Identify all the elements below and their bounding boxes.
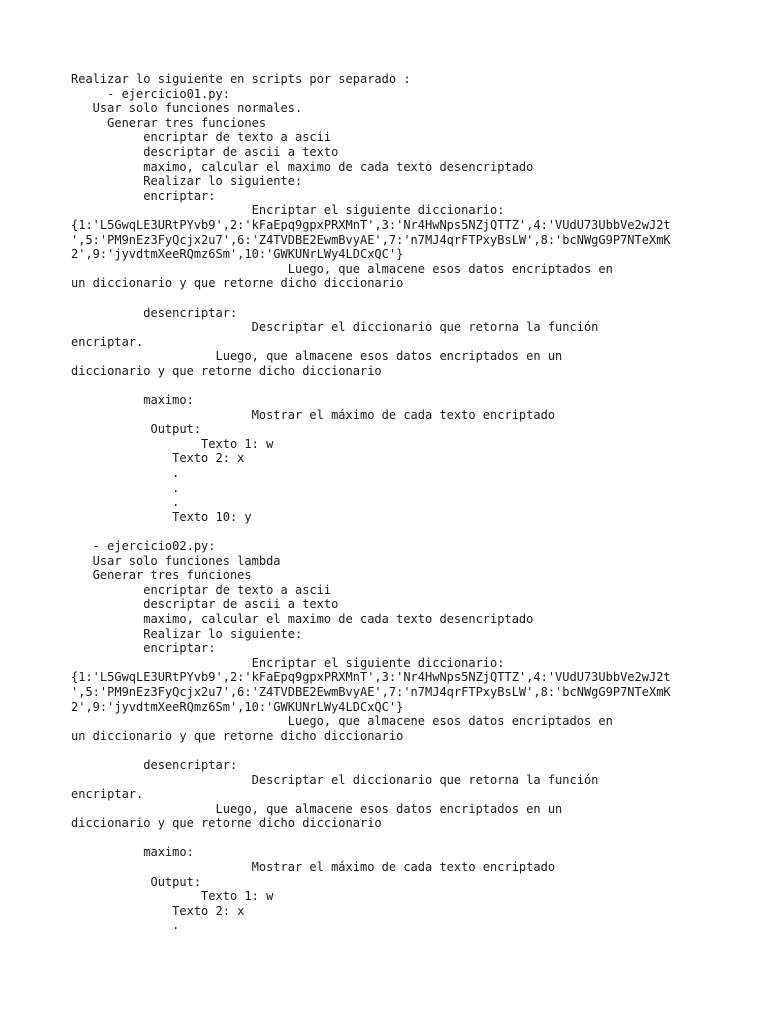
text-line: ',5:'PM9nEz3FyQcjx2u7',6:'Z4TVDBE2EwmBvyAE',7:'n7MJ4qrFTPxyBsLW',8:'bcNWgG9P7NTeXmK [71, 232, 671, 247]
text-line: . [71, 918, 180, 933]
text-line: Mostrar el máximo de cada texto encriptado [71, 407, 556, 422]
text-line: {1:'L5GwqLE3URtPYvb9',2:'kFaEpq9gpxPRXMnT',3:'Nr4HwNps5NZjQTTZ',4:'VUdU73UbbVe2wJ2t [71, 217, 671, 232]
text-line: encriptar: [71, 188, 216, 203]
text-line: Texto 1: w [71, 889, 274, 904]
text-line: Realizar lo siguiente en scripts por separado : [71, 72, 411, 86]
text-line: Texto 10: y [71, 509, 252, 524]
text-line: Generar tres funciones [71, 115, 267, 130]
text-line: Realizar lo siguiente: [71, 626, 303, 641]
text-line: un diccionario y que retorne dicho diccionario [71, 276, 404, 291]
text-line: Usar solo funciones normales. [71, 101, 303, 116]
text-line: . [71, 495, 180, 510]
text-line: Output: [71, 874, 202, 889]
text-line: Mostrar el máximo de cada texto encriptado [71, 860, 556, 875]
text-line: Luego, que almacene esos datos encriptados en [71, 714, 613, 729]
text-line: Descriptar el diccionario que retorna la función [71, 320, 599, 335]
text-line: {1:'L5GwqLE3URtPYvb9',2:'kFaEpq9gpxPRXMnT',3:'Nr4HwNps5NZjQTTZ',4:'VUdU73UbbVe2wJ2t [71, 670, 671, 685]
text-line: - ejercicio02.py: [71, 539, 216, 553]
text-line: desencriptar: [71, 305, 238, 320]
text-line: descriptar de ascii a texto [71, 597, 339, 612]
text-line: maximo, calcular el maximo de cada texto desencriptado [71, 611, 534, 626]
text-line [71, 524, 711, 539]
text-line: - ejercicio01.py: [71, 86, 230, 101]
text-line: Encriptar el siguiente diccionario: [71, 203, 505, 218]
text-line: . [71, 466, 180, 481]
text-line: Encriptar el siguiente diccionario: [71, 655, 505, 670]
text-line: desencriptar: [71, 757, 238, 772]
text-line: maximo, calcular el maximo de cada texto desencriptado [71, 159, 534, 174]
text-line: Usar solo funciones lambda [71, 553, 281, 568]
text-line: ',5:'PM9nEz3FyQcjx2u7',6:'Z4TVDBE2EwmBvyAE',7:'n7MJ4qrFTPxyBsLW',8:'bcNWgG9P7NTeXmK [71, 684, 671, 699]
text-line: maximo: [71, 845, 194, 860]
text-line: Texto 2: x [71, 451, 245, 466]
text-line: . [71, 480, 180, 495]
text-line [71, 743, 711, 758]
text-line: descriptar de ascii a texto [71, 144, 339, 159]
document-body [71, 72, 711, 933]
text-line: Texto 1: w [71, 436, 274, 451]
text-line: encriptar. [71, 787, 144, 802]
text-line: encriptar de texto a ascii [71, 130, 332, 145]
text-line: Output: [71, 422, 202, 437]
text-line: Realizar lo siguiente: [71, 174, 303, 189]
text-line [71, 378, 711, 393]
text-line: diccionario y que retorne dicho diccionario [71, 363, 382, 378]
text-line: encriptar de texto a ascii [71, 582, 332, 597]
text-line: 2',9:'jyvdtmXeeRQmz6Sm',10:'GWKUNrLWy4LDCxQC'} [71, 247, 404, 262]
text-line: Texto 2: x [71, 903, 245, 918]
text-line: Generar tres funciones [71, 568, 252, 583]
text-line: Luego, que almacene esos datos encriptados en un [71, 349, 563, 364]
text-line [71, 831, 711, 846]
text-line: Luego, que almacene esos datos encriptados en [71, 261, 613, 276]
text-line: diccionario y que retorne dicho diccionario [71, 816, 382, 831]
text-line [71, 291, 711, 306]
text-line: maximo: [71, 393, 194, 408]
text-line: encriptar: [71, 641, 216, 656]
text-line: Descriptar el diccionario que retorna la función [71, 772, 599, 787]
text-line: un diccionario y que retorne dicho diccionario [71, 728, 404, 743]
text-line: 2',9:'jyvdtmXeeRQmz6Sm',10:'GWKUNrLWy4LDCxQC'} [71, 699, 404, 714]
text-line: encriptar. [71, 334, 144, 349]
text-line: Luego, que almacene esos datos encriptados en un [71, 801, 563, 816]
